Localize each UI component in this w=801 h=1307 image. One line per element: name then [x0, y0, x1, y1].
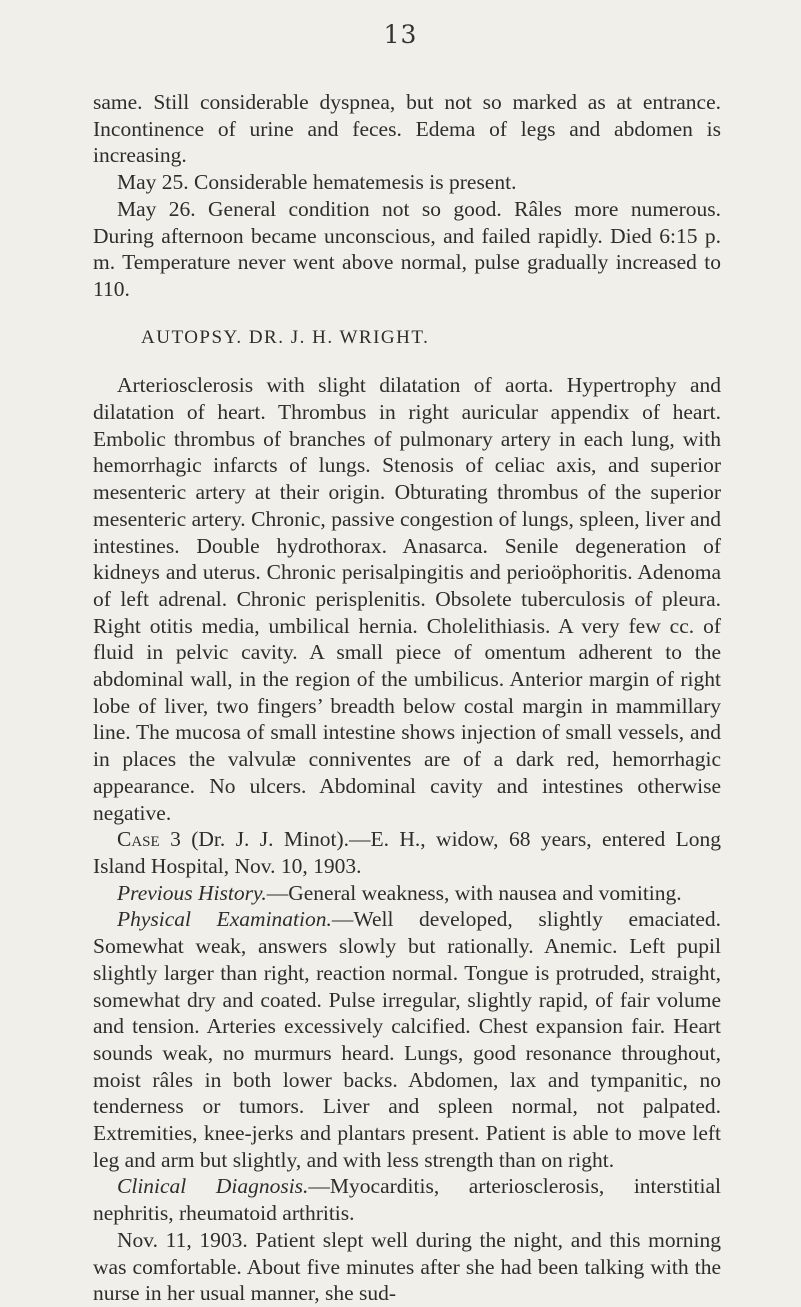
paragraph-may-25	[93, 169, 721, 196]
paragraph-case-3	[93, 826, 721, 879]
section-lead: Physical Examination.	[117, 907, 332, 932]
paragraph-previous-history	[93, 880, 721, 907]
body-text	[93, 89, 721, 1307]
paragraph-text: —Myocarditis, arteriosclerosis, interstitial nephritis, rheumatoid arthritis.	[93, 1174, 721, 1226]
paragraph-autopsy-findings	[93, 372, 721, 826]
paragraph-text: Nov. 11, 1903. Patient slept well during the night, and this morning was comfortable. About five minutes after she had been talking with the nurse in her usual manner, she sud-	[93, 1227, 721, 1306]
autopsy-heading	[93, 325, 721, 352]
paragraph-text: May 25. Considerable hematemesis is present.	[117, 170, 517, 195]
paragraph-physical-examination	[93, 906, 721, 1173]
paragraph-text: May 26. General condition not so good. Râles more numerous. During afternoon became unconscious, and failed rapidly. Died 6:15 p. m. Temperature never went above normal, pulse gradually increased to 110.	[93, 196, 721, 301]
paragraph-text: —General weakness, with nausea and vomiting.	[266, 880, 682, 905]
paragraph-may-26	[93, 196, 721, 303]
section-lead: Previous History.	[117, 880, 267, 905]
paragraph-text: same. Still considerable dyspnea, but not so marked as at entrance. Incontinence of urine and feces. Edema of legs and abdomen is increasing.	[93, 90, 721, 168]
paragraph-clinical-diagnosis	[93, 1173, 721, 1226]
heading-text: AUTOPSY. DR. J. H. WRIGHT.	[141, 326, 430, 348]
paragraph-text: —Well developed, slightly emaciated. Somewhat weak, answers slowly but rationally. Anemic. Left pupil slightly larger than right, reaction normal. Tongue is protruded, straight, somewhat dry and coated. Pulse irregular, slightly rapid, of fair volume and tension. Arteries excessively calcified. Chest expansion fair. Heart sounds weak, no murmurs heard. Lungs, good resonance throughout, moist râles in both lower backs. Abdomen, lax and tympanitic, no tenderness or tumors. Liver and spleen normal, not palpated. Extremities, knee-jerks and plantars present. Patient is able to move left leg and arm but slightly, and with less strength than on right.	[93, 907, 722, 1172]
paragraph-text: Arteriosclerosis with slight dilatation of aorta. Hypertrophy and dilatation of heart. Thrombus in right auricular appendix of heart. Embolic thrombus of branches of pulmonary artery in each lung, with hemorrhagic infarcts of lungs. Stenosis of celiac axis, and superior mesenteric artery at their origin. Obturating thrombus of the superior mesenteric artery. Chronic, passive congestion of lungs, spleen, liver and intestines. Double hydrothorax. Anasarca. Senile degeneration of kidneys and uterus. Chronic perisalpingitis and perioöphoritis. Adenoma of left adrenal. Chronic perisplenitis. Obsolete tuberculosis of pleura. Right otitis media, umbilical hernia. Cholelithiasis. A very few cc. of fluid in pelvic cavity. A small piece of omentum adherent to the abdominal wall, in the region of the umbilicus. Anterior margin of right lobe of liver, two fingers’ breadth below costal margin in mammillary line. The mucosa of small intestine shows injection of small vessels, and in places the valvulæ conniventes are of a dark red, hemorrhagic appearance. No ulcers. Abdominal cavity and intestines otherwise negative.	[93, 373, 721, 825]
paragraph-continuation	[93, 89, 721, 169]
paragraph-text: (Dr. J. J. Minot).—E. H., widow, 68 years, entered Long Island Hospital, Nov. 10, 1903.	[93, 827, 721, 878]
section-lead: Clinical Diagnosis.	[117, 1174, 309, 1199]
page-number: 13	[383, 20, 418, 49]
case-lead: Case 3	[117, 827, 181, 852]
